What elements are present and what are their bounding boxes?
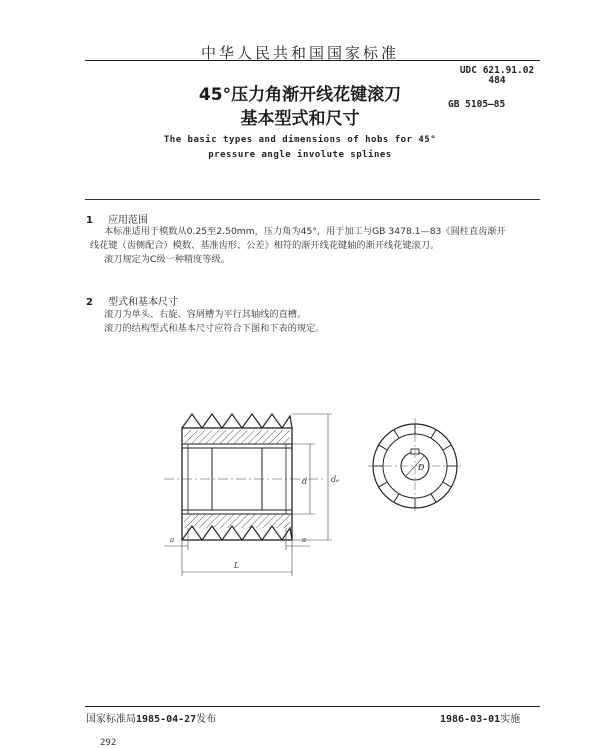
page-number: 292 (100, 738, 117, 748)
english-title-line-1: The basic types and dimensions of hobs for 45° (163, 135, 437, 145)
issued-suffix: 发布 (196, 714, 217, 725)
section-2-number: 2 (86, 297, 93, 308)
effective-date: 1986-03-01 (440, 714, 501, 725)
label-a-left: a (170, 536, 175, 544)
label-l: L (234, 561, 240, 570)
label-de: dₑ (331, 475, 340, 484)
label-a-right: a (302, 536, 307, 544)
title-line-2: 基本型式和尺寸 (240, 109, 360, 129)
section-1-paragraph: 滚刀规定为C级一种精度等级。 (104, 254, 230, 265)
upper-wall-hatch (184, 430, 290, 444)
section-divider (85, 199, 540, 200)
footer-divider (85, 706, 540, 707)
bottom-teeth-profile (182, 526, 292, 540)
header-divider (85, 60, 540, 61)
top-teeth-profile (182, 414, 292, 428)
section-1-body (90, 225, 546, 267)
effective-suffix: 实施 (500, 714, 521, 725)
udc-line-2: 484 (488, 75, 506, 86)
issued-date: 1985-04-27 (136, 714, 197, 725)
udc-line-1: UDC 621.91.02 (459, 65, 535, 76)
section-1-paragraph: 本标准适用于模数从0.25至2.50mm，压力角为45°，用于加工与GB 3478.1—83《圆柱直齿渐开 (104, 226, 506, 237)
section-2-heading (86, 290, 178, 309)
country-standard-header: 中华人民共和国国家标准 (200, 44, 399, 62)
issuing-organization: 国家标准局 (86, 714, 136, 725)
issued-line (86, 710, 216, 725)
label-D: D (418, 463, 425, 472)
section-1-paragraph: 线花键（齿侧配合）模数、基准齿形、公差》相符的渐开线花键轴的渐开线花键滚刀。 (90, 240, 440, 251)
section-1-number: 1 (86, 215, 93, 226)
title-line-1: 45°压力角渐开线花键滚刀 (198, 85, 402, 105)
side-section-view (164, 414, 339, 576)
section-2-paragraph: 滚刀的结构型式和基本尺寸应符合下图和下表的规定。 (104, 323, 325, 334)
effective-line (440, 710, 520, 725)
end-view (368, 418, 462, 514)
gb-code: GB 5105—85 (448, 99, 506, 110)
section-1-title: 应用范围 (108, 215, 149, 226)
english-title-line-2: pressure angle involute splines (208, 150, 392, 160)
hob-technical-drawing (150, 400, 470, 585)
label-d: d (302, 477, 308, 486)
section-2-title: 型式和基本尺寸 (108, 297, 179, 308)
lower-wall-hatch (184, 514, 290, 528)
section-2-paragraph: 滚刀为单头、右旋、容屑槽为平行其轴线的直槽。 (104, 309, 307, 320)
section-2-body (104, 308, 546, 336)
